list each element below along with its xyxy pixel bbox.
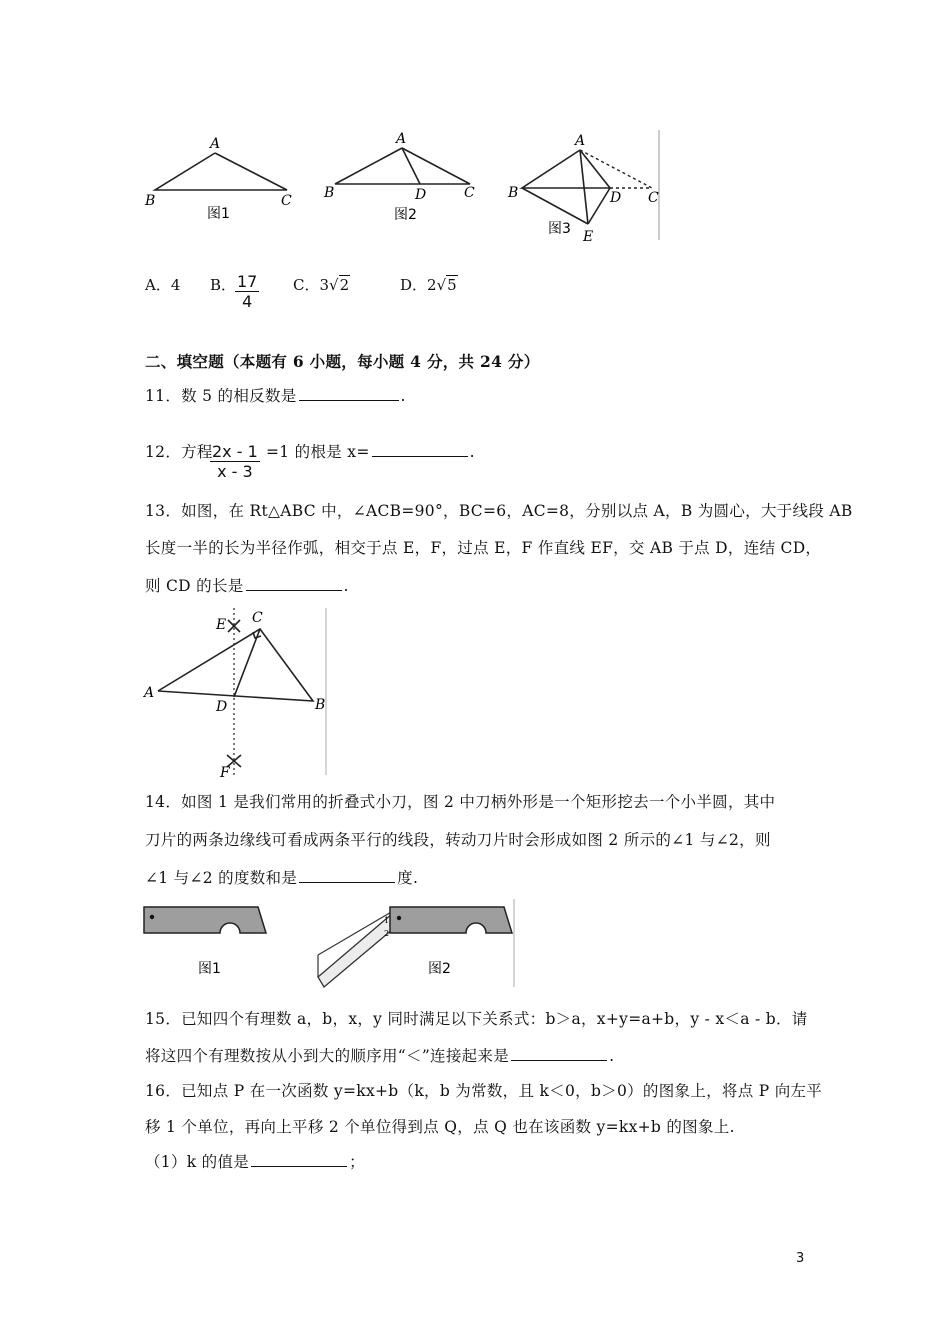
figure-3-caption: 图3 <box>548 221 571 237</box>
question-13-line-2: 长度一半的长为半径作弧，相交于点 E，F，过点 E，F 作直线 EF，交 AB 于点 D，连结 CD， <box>145 539 822 557</box>
option-letter: C． <box>293 276 320 294</box>
question-end: . <box>343 577 349 595</box>
sqrt-symbol: √ <box>329 276 339 294</box>
label-d: D <box>610 190 622 206</box>
question-text: 12．方程 <box>145 443 213 461</box>
fraction-numerator: 17 <box>237 272 258 291</box>
q10-options <box>145 272 565 318</box>
figure-1-caption: 图1 <box>198 961 221 977</box>
question-15-line-2 <box>145 1046 614 1066</box>
question-16-line-1: 16．已知点 P 在一次函数 y=kx+b（k，b 为常数，且 k＜0，b＞0）的图象上，将点 P 向左平 <box>145 1082 823 1100</box>
angle-1-mark: 1 <box>384 916 390 925</box>
option-letter: A． <box>145 276 171 294</box>
question-text: 11．数 5 的相反数是 <box>145 387 297 405</box>
answer-blank[interactable] <box>511 1046 607 1061</box>
question-text: （1）k 的值是 <box>145 1153 250 1171</box>
label-f: F <box>220 765 230 780</box>
figure-2-caption: 图2 <box>394 207 417 223</box>
answer-blank[interactable] <box>372 442 468 457</box>
page-number: 3 <box>796 1251 805 1266</box>
label-e: E <box>216 617 227 633</box>
radicand: 5 <box>447 276 457 294</box>
fraction-denominator: 4 <box>242 292 253 311</box>
question-14-line-3 <box>145 868 418 888</box>
section-heading: 二、填空题（本题有 6 小题，每小题 4 分，共 24 分） <box>145 352 540 371</box>
option-letter: B． <box>210 276 237 294</box>
option-value: 4 <box>170 276 181 294</box>
option-coefficient: 3 <box>319 276 330 294</box>
question-13-line-1: 13．如图，在 Rt△ABC 中，∠ACB=90°，BC=6，AC=8，分别以点 A，B 为圆心，大于线段 AB <box>145 502 853 520</box>
answer-blank[interactable] <box>246 576 342 591</box>
q14-knife-figure <box>140 897 520 989</box>
angle-2-mark: 2 <box>384 929 390 938</box>
sqrt-symbol: √ <box>436 276 447 294</box>
figure-1-caption: 图1 <box>207 206 230 222</box>
label-b: B <box>145 193 156 209</box>
label-d: D <box>415 187 427 203</box>
label-c: C <box>281 193 292 209</box>
label-b: B <box>508 185 519 201</box>
label-c: C <box>464 185 475 201</box>
question-end: . <box>469 443 475 461</box>
question-text: ∠1 与∠2 的度数和是 <box>145 869 298 887</box>
label-a: A <box>210 136 221 152</box>
option-coefficient: 2 <box>427 276 437 294</box>
label-b: B <box>315 697 326 713</box>
option-a <box>145 274 180 295</box>
equation-fraction <box>210 442 260 481</box>
knife-blade <box>318 913 393 987</box>
question-12 <box>145 442 213 462</box>
option-d <box>400 274 458 295</box>
question-end: . <box>400 387 406 405</box>
question-text: =1 的根是 x= <box>266 443 370 461</box>
option-b <box>210 274 236 295</box>
question-text: 则 CD 的长是 <box>145 577 244 595</box>
answer-blank[interactable] <box>251 1152 347 1167</box>
figure-2 <box>335 148 470 184</box>
knife-handle-2 <box>390 907 512 933</box>
figure-3 <box>522 150 610 224</box>
question-end: 度. <box>397 869 419 887</box>
label-a: A <box>144 685 155 701</box>
question-15-line-1: 15．已知四个有理数 a，b，x，y 同时满足以下关系式：b＞a，x+y=a+b，y - x＜a - b．请 <box>145 1010 808 1028</box>
question-16-line-2: 移 1 个单位，再向上平移 2 个单位得到点 Q，点 Q 也在该函数 y=kx+b 的图象上. <box>145 1118 735 1136</box>
label-a: A <box>575 133 586 149</box>
figure-1 <box>155 153 287 190</box>
label-c: C <box>252 610 263 626</box>
q13-figure <box>140 605 335 780</box>
option-letter: D． <box>400 276 428 294</box>
question-16-part-1 <box>145 1152 365 1172</box>
figure-2-caption: 图2 <box>428 961 451 977</box>
label-b: B <box>324 185 335 201</box>
fraction-numerator: 2x - 1 <box>212 442 258 461</box>
question-14-line-2: 刀片的两条边缘线可看成两条平行的线段，转动刀片时会形成如图 2 所示的∠1 与∠2，则 <box>145 831 771 849</box>
radicand: 2 <box>339 276 350 294</box>
label-e: E <box>583 229 594 245</box>
option-c <box>293 274 350 295</box>
question-12-rest <box>266 442 475 462</box>
question-14-line-1: 14．如图 1 是我们常用的折叠式小刀，图 2 中刀柄外形是一个矩形挖去一个小半圆，其中 <box>145 793 776 811</box>
answer-blank[interactable] <box>299 386 399 401</box>
question-end: ； <box>349 1153 365 1171</box>
question-text: 将这四个有理数按从小到大的顺序用“＜”连接起来是 <box>145 1047 510 1065</box>
label-a: A <box>396 131 407 147</box>
question-13-line-3 <box>145 576 349 596</box>
answer-blank[interactable] <box>299 868 395 883</box>
fraction-denominator: x - 3 <box>217 462 253 481</box>
question-11 <box>145 386 406 406</box>
triangle-figures-q10 <box>140 128 670 246</box>
question-end: . <box>609 1047 615 1065</box>
option-b-fraction <box>235 272 259 311</box>
label-d: D <box>216 699 228 715</box>
knife-handle-1 <box>144 907 266 933</box>
label-c: C <box>648 190 659 206</box>
